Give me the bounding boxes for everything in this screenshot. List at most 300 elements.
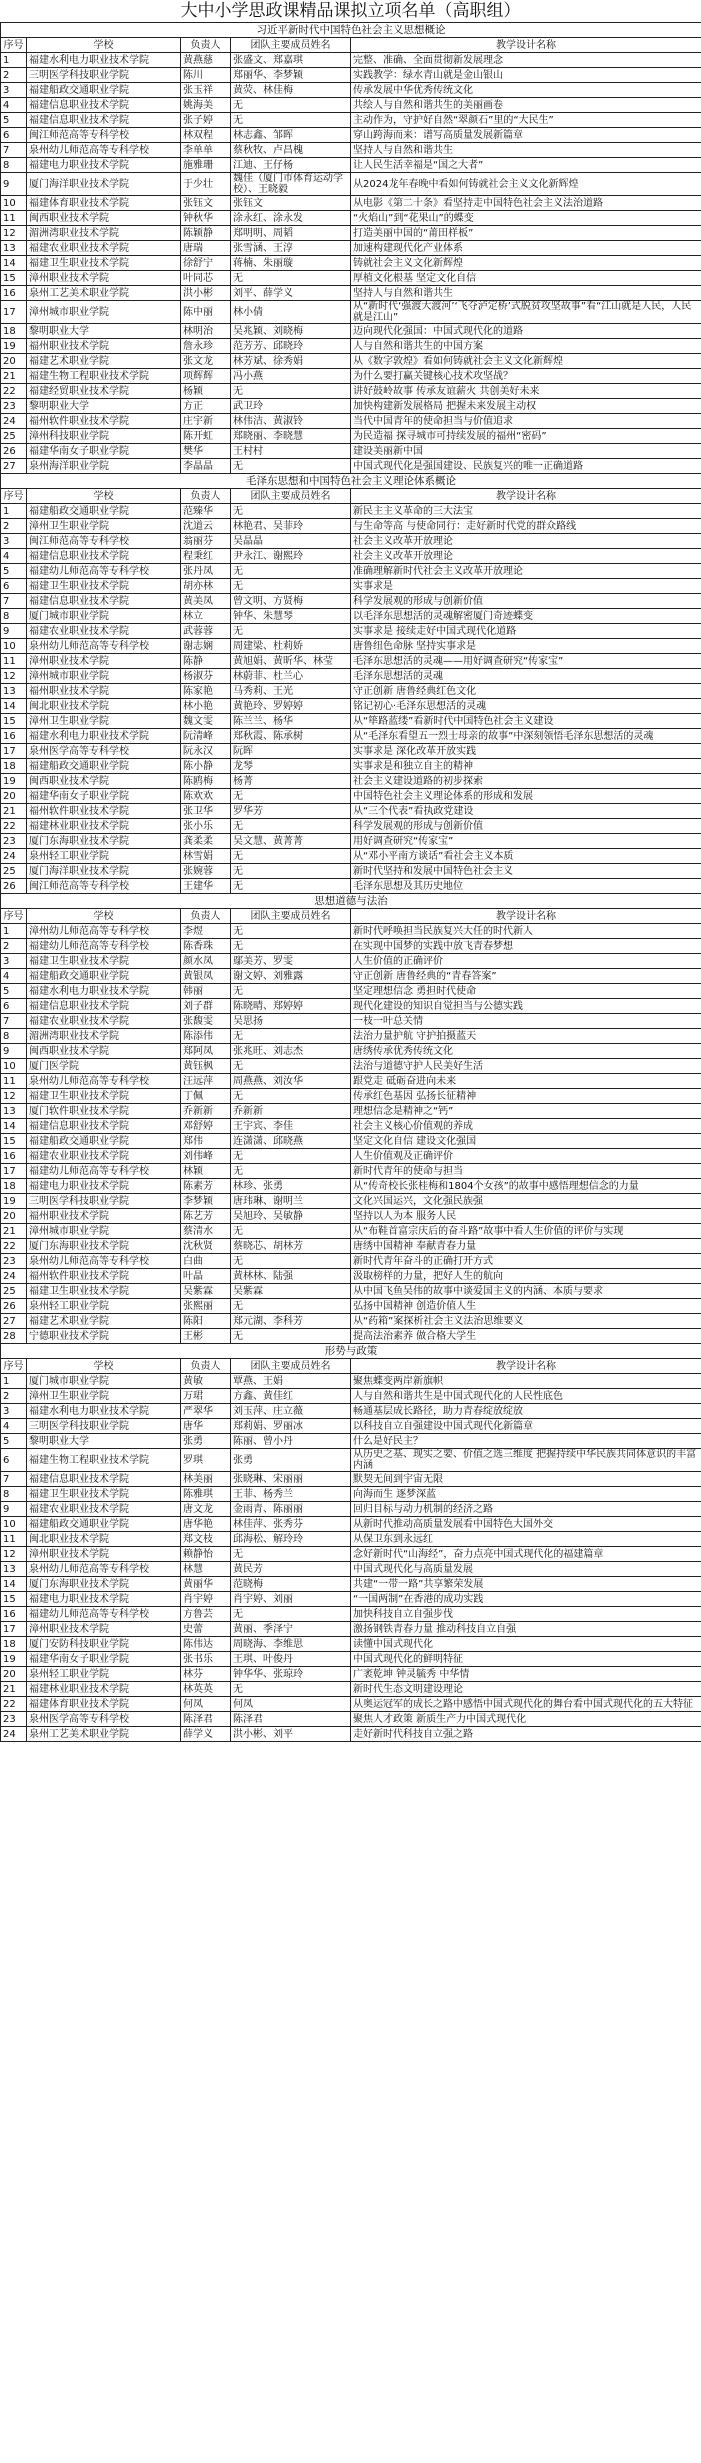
cell-index: 14 — [1, 699, 27, 714]
cell-design: 文化兴国运兴，文化强民族强 — [351, 1194, 701, 1209]
cell-lead: 史蕾 — [181, 1622, 231, 1637]
cell-index: 19 — [1, 774, 27, 789]
cell-school: 厦门海洋职业技术学院 — [27, 173, 181, 196]
cell-school: 泉州工艺美术职业学院 — [27, 1727, 181, 1742]
project-list-table — [0, 22, 701, 1742]
cell-index: 18 — [1, 759, 27, 774]
cell-lead: 姚海美 — [181, 98, 231, 113]
cell-lead: 林美丽 — [181, 1472, 231, 1487]
cell-members: 无 — [231, 1149, 351, 1164]
cell-index: 22 — [1, 384, 27, 399]
cell-index: 23 — [1, 1712, 27, 1727]
cell-members: 金雨青、陈丽丽 — [231, 1502, 351, 1517]
cell-members: 无 — [231, 879, 351, 894]
section-header-row — [1, 23, 701, 38]
cell-index: 7 — [1, 1014, 27, 1029]
cell-lead: 方正 — [181, 399, 231, 414]
cell-lead: 李梦颖 — [181, 1194, 231, 1209]
table-row — [1, 1532, 701, 1547]
table-row — [1, 1434, 701, 1449]
cell-design: 从“三个代表”看执政党建设 — [351, 804, 701, 819]
cell-members: 林艳君、吴菲玲 — [231, 519, 351, 534]
table-row — [1, 879, 701, 894]
cell-school: 福建艺术职业学院 — [27, 1314, 181, 1329]
cell-design: 新民主主义革命的三大法宝 — [351, 504, 701, 519]
cell-school: 福州软件职业技术学院 — [27, 414, 181, 429]
cell-school: 福建船政交通职业学院 — [27, 759, 181, 774]
cell-index: 18 — [1, 324, 27, 339]
cell-lead: 林慧 — [181, 1562, 231, 1577]
cell-design: 唐绣中国精神 奉献青春力量 — [351, 1239, 701, 1254]
cell-school: 福建信息职业技术学院 — [27, 594, 181, 609]
table-row — [1, 1194, 701, 1209]
cell-design: 畅通基层成长路径，助力青春绽放绽放 — [351, 1404, 701, 1419]
cell-design: 人生价值观及正确评价 — [351, 1149, 701, 1164]
cell-school: 漳州职业技术学院 — [27, 1622, 181, 1637]
cell-lead: 刘伟峰 — [181, 1149, 231, 1164]
cell-members: 涂永红、涂永发 — [231, 211, 351, 226]
cell-lead: 范臻华 — [181, 504, 231, 519]
cell-members: 无 — [231, 1682, 351, 1697]
table-row — [1, 849, 701, 864]
cell-index: 11 — [1, 1074, 27, 1089]
cell-members: 冯小燕 — [231, 369, 351, 384]
cell-lead: 李晶晶 — [181, 459, 231, 474]
cell-school: 福州职业技术学院 — [27, 1209, 181, 1224]
cell-design: 主动作为，守护好自然“翠颜石”里的“大民生” — [351, 113, 701, 128]
cell-design: 从“邓小平南方谈话”看社会主义本质 — [351, 849, 701, 864]
cell-design: 从“筚路蓝缕”看新时代中国特色社会主义建设 — [351, 714, 701, 729]
cell-design: 中国式现代化是强国建设、民族复兴的唯一正确道路 — [351, 459, 701, 474]
cell-lead: 林芬 — [181, 1667, 231, 1682]
cell-school: 宁德职业技术学院 — [27, 1329, 181, 1344]
cell-index: 11 — [1, 654, 27, 669]
table-row — [1, 1209, 701, 1224]
cell-lead: 陈素芳 — [181, 1179, 231, 1194]
cell-school: 漳州卫生职业学院 — [27, 714, 181, 729]
cell-design: 科学发展观的形成与创新价值 — [351, 594, 701, 609]
cell-design: 一枝一叶总关情 — [351, 1014, 701, 1029]
cell-school: 福建船政交通职业学院 — [27, 504, 181, 519]
cell-members: 郑莉娟、罗丽冰 — [231, 1419, 351, 1434]
cell-lead: 张卫华 — [181, 804, 231, 819]
cell-index: 5 — [1, 1434, 27, 1449]
cell-members: 张勇 — [231, 1449, 351, 1472]
cell-design: 为民造福 探寻城市可持续发展的福州“密码” — [351, 429, 701, 444]
cell-design: 从新时代推动高质量发展看中国特色大国外交 — [351, 1517, 701, 1532]
cell-index: 10 — [1, 196, 27, 211]
cell-index: 1 — [1, 924, 27, 939]
cell-school: 福建信息职业技术学院 — [27, 98, 181, 113]
cell-index: 18 — [1, 1637, 27, 1652]
cell-index: 20 — [1, 1667, 27, 1682]
cell-index: 17 — [1, 301, 27, 324]
table-row — [1, 714, 701, 729]
table-row — [1, 83, 701, 98]
cell-index: 3 — [1, 954, 27, 969]
cell-index: 26 — [1, 879, 27, 894]
cell-school: 厦门安防科技职业学院 — [27, 1637, 181, 1652]
cell-members: 张钰文 — [231, 196, 351, 211]
cell-members: 范晓梅 — [231, 1577, 351, 1592]
cell-school: 泉州轻工职业学院 — [27, 1299, 181, 1314]
cell-members: 黄丽、季泽宁 — [231, 1622, 351, 1637]
cell-design: 回归目标与动力机制的经济之路 — [351, 1502, 701, 1517]
cell-design: 共绘人与自然和谐共生的美丽画卷 — [351, 98, 701, 113]
table-row — [1, 1059, 701, 1074]
cell-school: 闽北职业技术学院 — [27, 699, 181, 714]
cell-school: 三明医学科技职业学院 — [27, 68, 181, 83]
cell-members: 曾文明、方贤梅 — [231, 594, 351, 609]
table-row — [1, 669, 701, 684]
cell-school: 闽北职业技术学院 — [27, 1532, 181, 1547]
cell-school: 漳州职业技术学院 — [27, 654, 181, 669]
table-row — [1, 1404, 701, 1419]
cell-lead: 唐华 — [181, 1419, 231, 1434]
section-header-row — [1, 894, 701, 909]
cell-index: 16 — [1, 1149, 27, 1164]
cell-design: 毛泽东思想活的灵魂——用好调查研究“传家宝” — [351, 654, 701, 669]
cell-design: 中国式现代化与高质量发展 — [351, 1562, 701, 1577]
cell-members: 无 — [231, 1299, 351, 1314]
cell-school: 泉州幼儿师范高等专科学校 — [27, 1562, 181, 1577]
cell-school: 福建华南女子职业学院 — [27, 1652, 181, 1667]
table-row — [1, 1697, 701, 1712]
cell-lead: 何凤 — [181, 1697, 231, 1712]
table-row — [1, 1389, 701, 1404]
table-row — [1, 173, 701, 196]
cell-school: 福建卫生职业技术学院 — [27, 954, 181, 969]
cell-index: 21 — [1, 804, 27, 819]
cell-members: 蒋楠、朱丽璇 — [231, 256, 351, 271]
cell-lead: 杨颖 — [181, 384, 231, 399]
cell-members: 黄艳玲、罗婷婷 — [231, 699, 351, 714]
cell-index: 9 — [1, 1044, 27, 1059]
cell-lead: 林小艳 — [181, 699, 231, 714]
cell-school: 泉州轻工职业学院 — [27, 1667, 181, 1682]
cell-design: 从“传奇校长张桂梅和1804个女孩”的故事中感悟理想信念的力量 — [351, 1179, 701, 1194]
cell-members: 乔新新 — [231, 1104, 351, 1119]
table-row — [1, 369, 701, 384]
cell-index: 18 — [1, 1179, 27, 1194]
cell-index: 3 — [1, 83, 27, 98]
cell-index: 22 — [1, 1239, 27, 1254]
cell-index: 27 — [1, 1314, 27, 1329]
column-header-4: 团队主要成员姓名 — [231, 38, 351, 53]
cell-lead: 詹永珍 — [181, 339, 231, 354]
cell-school: 泉州医学高等专科学校 — [27, 1712, 181, 1727]
table-row — [1, 1284, 701, 1299]
cell-index: 3 — [1, 1404, 27, 1419]
cell-index: 17 — [1, 1164, 27, 1179]
cell-school: 福建幼儿师范高等专科学校 — [27, 939, 181, 954]
cell-design: 新时代生态文明建设理论 — [351, 1682, 701, 1697]
table-row — [1, 1577, 701, 1592]
cell-school: 闽西职业技术学院 — [27, 1044, 181, 1059]
cell-school: 福建生物工程职业技术学院 — [27, 1449, 181, 1472]
table-row — [1, 519, 701, 534]
table-row — [1, 459, 701, 474]
cell-index: 8 — [1, 1487, 27, 1502]
cell-index: 15 — [1, 714, 27, 729]
table-row — [1, 1607, 701, 1622]
cell-members: 江迪、王仔杨 — [231, 158, 351, 173]
cell-members: 魏佳（厦门市体育运动学校）、王晓毅 — [231, 173, 351, 196]
cell-lead: 林明治 — [181, 324, 231, 339]
cell-index: 27 — [1, 459, 27, 474]
cell-members: 林蔚菲、杜兰心 — [231, 669, 351, 684]
column-header-row — [1, 38, 701, 53]
table-row — [1, 579, 701, 594]
cell-lead: 韩丽 — [181, 984, 231, 999]
cell-design: 聚焦蝶变两岸新旗帜 — [351, 1374, 701, 1389]
cell-school: 福建卫生职业技术学院 — [27, 256, 181, 271]
cell-lead: 丁佩 — [181, 1089, 231, 1104]
column-header-5: 教学设计名称 — [351, 489, 701, 504]
cell-members: 张雪涵、王淳 — [231, 241, 351, 256]
column-header-5: 教学设计名称 — [351, 909, 701, 924]
table-row — [1, 999, 701, 1014]
cell-school: 福建农业职业技术学院 — [27, 241, 181, 256]
cell-members: 吴思扬 — [231, 1014, 351, 1029]
cell-design: 以科技自立自强建设中国式现代化新篇章 — [351, 1419, 701, 1434]
cell-design: 从中国飞鱼吴伟的故事中谈爱国主义的内涵、本质与要求 — [351, 1284, 701, 1299]
cell-members: 马秀莉、王光 — [231, 684, 351, 699]
cell-design: 人与自然和谐共生是中国式现代化的人民性底色 — [351, 1389, 701, 1404]
cell-members: 阮晖 — [231, 744, 351, 759]
table-row — [1, 444, 701, 459]
cell-lead: 肖宇婷 — [181, 1592, 231, 1607]
table-row — [1, 1329, 701, 1344]
cell-lead: 林英英 — [181, 1682, 231, 1697]
cell-lead: 郑文枝 — [181, 1532, 231, 1547]
column-header-4: 团队主要成员姓名 — [231, 1359, 351, 1374]
cell-lead: 陈静 — [181, 654, 231, 669]
cell-index: 19 — [1, 339, 27, 354]
cell-school: 泉州轻工职业学院 — [27, 849, 181, 864]
cell-school: 闽西职业技术学院 — [27, 211, 181, 226]
cell-school: 福建体育职业技术学院 — [27, 1697, 181, 1712]
cell-members: 无 — [231, 1547, 351, 1562]
cell-lead: 黄钰枫 — [181, 1059, 231, 1074]
table-row — [1, 564, 701, 579]
cell-design: 从《数字敦煌》看如何铸就社会主义文化新辉煌 — [351, 354, 701, 369]
cell-lead: 杨淑芬 — [181, 669, 231, 684]
cell-lead: 李单单 — [181, 143, 231, 158]
table-row — [1, 429, 701, 444]
cell-school: 福建农业职业技术学院 — [27, 624, 181, 639]
column-header-3: 负责人 — [181, 489, 231, 504]
cell-design: 守正创新 唐鲁经典的“青春答案” — [351, 969, 701, 984]
cell-school: 厦门软件职业技术学院 — [27, 1104, 181, 1119]
cell-lead: 张小乐 — [181, 819, 231, 834]
cell-design: 现代化建设的知识自觉担当与公德实践 — [351, 999, 701, 1014]
cell-index: 22 — [1, 1697, 27, 1712]
cell-members: 无 — [231, 984, 351, 999]
cell-lead: 吴紫霖 — [181, 1284, 231, 1299]
table-row — [1, 158, 701, 173]
cell-school: 湄洲湾职业技术学院 — [27, 1029, 181, 1044]
cell-lead: 陈欢欢 — [181, 789, 231, 804]
cell-index: 24 — [1, 414, 27, 429]
cell-design: 铭记初心·毛泽东思想活的灵魂 — [351, 699, 701, 714]
table-row — [1, 1299, 701, 1314]
section-header-row — [1, 1344, 701, 1359]
cell-index: 7 — [1, 594, 27, 609]
cell-index: 6 — [1, 1449, 27, 1472]
cell-school: 泉州医学高等专科学校 — [27, 744, 181, 759]
cell-index: 1 — [1, 504, 27, 519]
cell-index: 5 — [1, 113, 27, 128]
cell-index: 24 — [1, 849, 27, 864]
cell-school: 福建信息职业技术学院 — [27, 1472, 181, 1487]
table-row — [1, 969, 701, 984]
table-row — [1, 211, 701, 226]
cell-members: 无 — [231, 1329, 351, 1344]
cell-index: 22 — [1, 819, 27, 834]
table-row — [1, 1592, 701, 1607]
cell-design: 从“药箱”案探析社会主义法治思维要义 — [351, 1314, 701, 1329]
cell-lead: 项辉辉 — [181, 369, 231, 384]
table-row — [1, 1224, 701, 1239]
cell-index: 11 — [1, 1532, 27, 1547]
cell-lead: 钟秋华 — [181, 211, 231, 226]
cell-design: 法治力量护航 守护拍摄蓝天 — [351, 1029, 701, 1044]
cell-school: 泉州幼儿师范高等专科学校 — [27, 1254, 181, 1269]
section-title: 毛泽东思想和中国特色社会主义理论体系概论 — [1, 474, 701, 489]
cell-school: 三明医学科技职业学院 — [27, 1419, 181, 1434]
cell-school: 福建水利电力职业技术学院 — [27, 1404, 181, 1419]
cell-lead: 陈添伟 — [181, 1029, 231, 1044]
table-row — [1, 1314, 701, 1329]
cell-lead: 樊华 — [181, 444, 231, 459]
cell-lead: 叶同芯 — [181, 271, 231, 286]
cell-members: 罗华芳 — [231, 804, 351, 819]
table-row — [1, 609, 701, 624]
cell-members: 黄林林、陆强 — [231, 1269, 351, 1284]
cell-index: 5 — [1, 564, 27, 579]
column-header-2: 学校 — [27, 909, 181, 924]
cell-members: 陈泽君 — [231, 1712, 351, 1727]
cell-school: 泉州幼儿师范高等专科学校 — [27, 639, 181, 654]
cell-school: 福建幼儿师范高等专科学校 — [27, 1164, 181, 1179]
cell-design: 科学发展观的形成与创新价值 — [351, 819, 701, 834]
cell-members: 蔡秋牧、卢昌槐 — [231, 143, 351, 158]
cell-lead: 黄敏 — [181, 1374, 231, 1389]
cell-school: 福建华南女子职业学院 — [27, 789, 181, 804]
cell-members: 周燕燕、刘汝华 — [231, 1074, 351, 1089]
cell-lead: 张书乐 — [181, 1652, 231, 1667]
cell-index: 13 — [1, 684, 27, 699]
cell-design: 人与自然和谐共生的中国方案 — [351, 339, 701, 354]
column-header-1: 序号 — [1, 909, 27, 924]
cell-lead: 王彬 — [181, 1329, 231, 1344]
cell-members: 王琪、叶俊丹 — [231, 1652, 351, 1667]
cell-school: 福建船政交通职业学院 — [27, 969, 181, 984]
cell-school: 福建林业职业技术学院 — [27, 819, 181, 834]
cell-school: 漳州城市职业学院 — [27, 669, 181, 684]
cell-design: 厚植文化根基 坚定文化自信 — [351, 271, 701, 286]
cell-lead: 黄银凤 — [181, 969, 231, 984]
table-row — [1, 1487, 701, 1502]
cell-lead: 阮清峰 — [181, 729, 231, 744]
cell-members: 林珍、张勇 — [231, 1179, 351, 1194]
cell-index: 15 — [1, 1592, 27, 1607]
cell-index: 13 — [1, 1104, 27, 1119]
cell-design: 新时代呼唤担当民族复兴大任的时代新人 — [351, 924, 701, 939]
cell-members: 无 — [231, 579, 351, 594]
cell-index: 13 — [1, 241, 27, 256]
table-row — [1, 324, 701, 339]
cell-design: 中国特色社会主义理论体系的形成和发展 — [351, 789, 701, 804]
cell-design: 聚焦人才政策 新质生产力中国式现代化 — [351, 1712, 701, 1727]
cell-index: 23 — [1, 399, 27, 414]
table-body — [1, 23, 701, 1742]
cell-design: 法治与道德守护人民美好生活 — [351, 1059, 701, 1074]
cell-index: 21 — [1, 1682, 27, 1697]
cell-members: 杨菁 — [231, 774, 351, 789]
cell-members: 郑晓丽、李晓慧 — [231, 429, 351, 444]
cell-lead: 武蓉蓉 — [181, 624, 231, 639]
cell-index: 4 — [1, 98, 27, 113]
cell-lead: 林立 — [181, 609, 231, 624]
cell-index: 4 — [1, 549, 27, 564]
cell-design: “一国两制”在香港的成功实践 — [351, 1592, 701, 1607]
cell-members: 陈兰兰、杨华 — [231, 714, 351, 729]
cell-lead: 赖静怡 — [181, 1547, 231, 1562]
cell-lead: 郑阿凤 — [181, 1044, 231, 1059]
cell-design: 激扬钢铁青春力量 推动科技自立自强 — [351, 1622, 701, 1637]
cell-members: 无 — [231, 504, 351, 519]
cell-members: 郑秋霞、陈承树 — [231, 729, 351, 744]
cell-school: 湄洲湾职业技术学院 — [27, 226, 181, 241]
table-row — [1, 774, 701, 789]
cell-school: 黎明职业大学 — [27, 324, 181, 339]
cell-lead: 王建华 — [181, 879, 231, 894]
cell-school: 厦门东海职业技术学院 — [27, 1239, 181, 1254]
cell-lead: 沈道云 — [181, 519, 231, 534]
cell-index: 5 — [1, 984, 27, 999]
table-row — [1, 1449, 701, 1472]
cell-index: 1 — [1, 1374, 27, 1389]
cell-index: 24 — [1, 1269, 27, 1284]
cell-school: 闽江师范高等专科学校 — [27, 879, 181, 894]
cell-lead: 翁丽芬 — [181, 534, 231, 549]
table-row — [1, 594, 701, 609]
cell-lead: 李煜 — [181, 924, 231, 939]
cell-lead: 于少壮 — [181, 173, 231, 196]
cell-lead: 施雅珊 — [181, 158, 231, 173]
cell-lead: 魏文雯 — [181, 714, 231, 729]
cell-index: 6 — [1, 999, 27, 1014]
cell-members: 张晓琳、宋丽丽 — [231, 1472, 351, 1487]
cell-members: 鄢美芳、罗雯 — [231, 954, 351, 969]
cell-index: 19 — [1, 1194, 27, 1209]
cell-lead: 汪远萍 — [181, 1074, 231, 1089]
cell-school: 厦门医学院 — [27, 1059, 181, 1074]
table-row — [1, 504, 701, 519]
cell-school: 泉州幼儿师范高等专科学校 — [27, 1074, 181, 1089]
cell-index: 10 — [1, 1059, 27, 1074]
section-title: 形势与政策 — [1, 1344, 701, 1359]
cell-lead: 沈秋贤 — [181, 1239, 231, 1254]
cell-lead: 方鲁芸 — [181, 1607, 231, 1622]
cell-school: 福建体育职业技术学院 — [27, 196, 181, 211]
cell-school: 福建船政交通职业学院 — [27, 83, 181, 98]
cell-index: 28 — [1, 1329, 27, 1344]
cell-index: 12 — [1, 1547, 27, 1562]
cell-members: 无 — [231, 624, 351, 639]
